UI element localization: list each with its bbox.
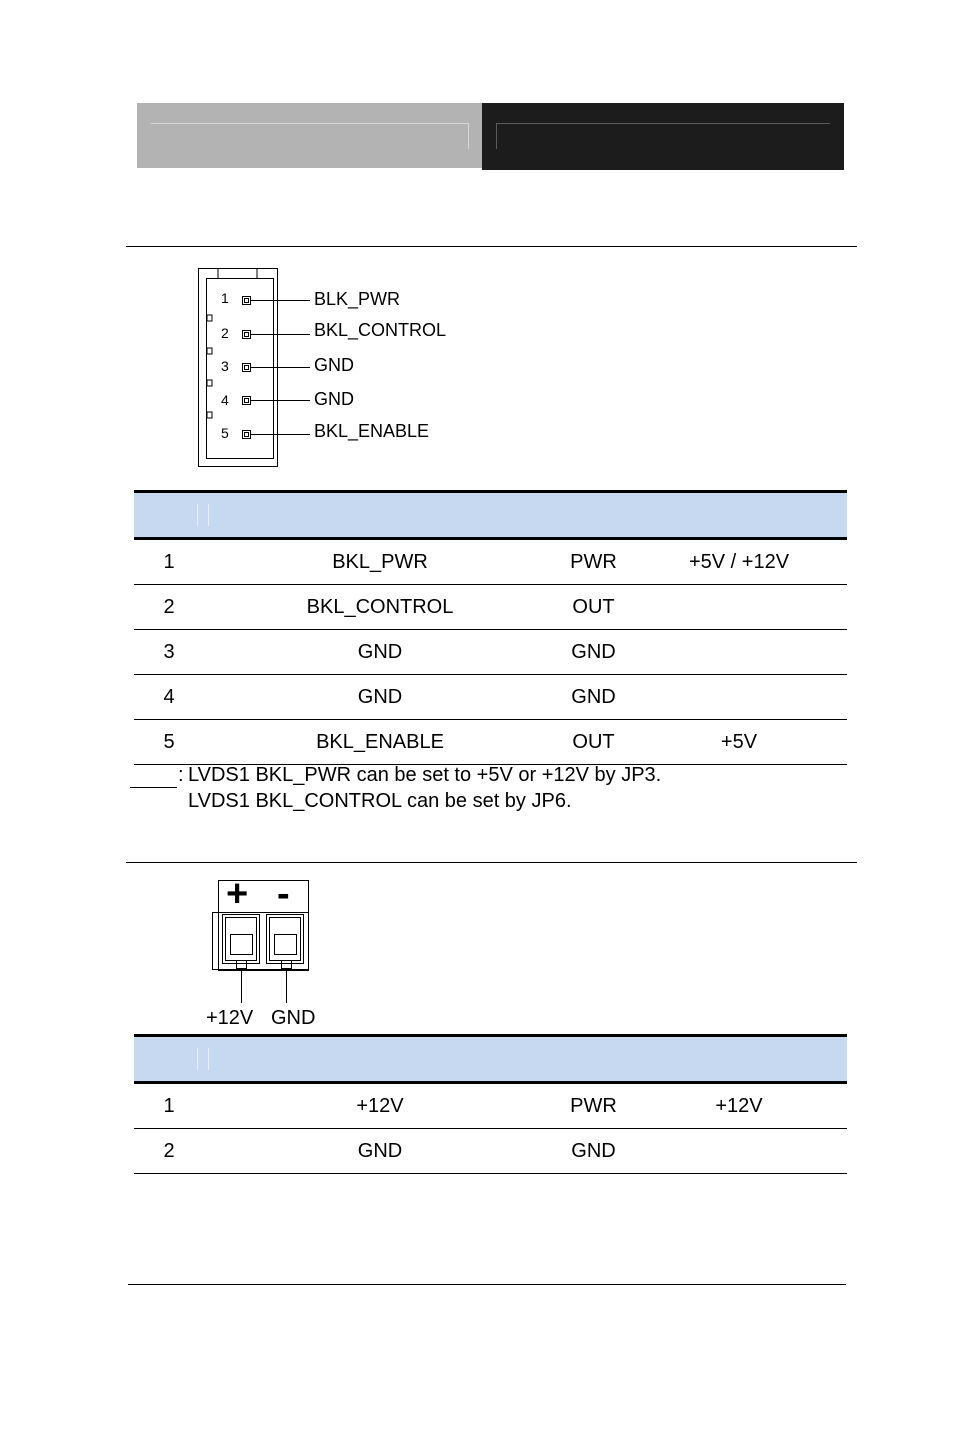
- table-row: [134, 539, 847, 585]
- signal-cell: BKL_PWR: [204, 539, 556, 585]
- connector1-pins: [243, 297, 311, 439]
- level-cell: +5V / +12V: [631, 539, 847, 585]
- section-divider: [126, 246, 857, 247]
- pin-cell: 2: [134, 1129, 204, 1174]
- table-row: [134, 720, 847, 765]
- pin-number: 5: [221, 425, 229, 441]
- pin-label: BLK_PWR: [314, 289, 401, 309]
- table-row: [134, 585, 847, 630]
- pin-label: BKL_CONTROL: [314, 320, 447, 340]
- pin-number: 3: [221, 358, 229, 374]
- note-colon: :: [178, 764, 184, 786]
- type-cell: OUT: [556, 585, 631, 630]
- pin-label: BKL_ENABLE: [314, 421, 430, 441]
- signal-cell: GND: [204, 675, 556, 720]
- signal-cell: BKL_CONTROL: [204, 585, 556, 630]
- header-banner-left: [137, 103, 482, 168]
- pin-cell: 1: [134, 539, 204, 585]
- pin-cell: 1: [134, 1083, 204, 1129]
- signal-cell: GND: [204, 630, 556, 675]
- level-cell: +12V: [631, 1083, 847, 1129]
- pin-number: 1: [221, 290, 229, 306]
- type-cell: PWR: [556, 1083, 631, 1129]
- table-row: [134, 1129, 847, 1174]
- signal-cell: GND: [204, 1129, 556, 1174]
- type-cell: GND: [556, 675, 631, 720]
- table-row: [134, 1083, 847, 1129]
- pin-number: 4: [221, 392, 229, 408]
- pin-label: GND: [314, 389, 354, 409]
- connector2-pin-table: [134, 1034, 847, 1174]
- level-cell: [631, 585, 847, 630]
- type-cell: PWR: [556, 539, 631, 585]
- section-divider: [126, 862, 857, 863]
- minus-symbol: -: [277, 873, 290, 915]
- signal-cell: +12V: [204, 1083, 556, 1129]
- pin-number: 2: [221, 325, 229, 341]
- signal-cell: BKL_ENABLE: [204, 720, 556, 765]
- type-cell: GND: [556, 1129, 631, 1174]
- type-cell: GND: [556, 630, 631, 675]
- pin-cell: 2: [134, 585, 204, 630]
- table-header-row: [134, 1036, 847, 1083]
- table-row: [134, 630, 847, 675]
- note-underline: [130, 787, 177, 788]
- level-cell: [631, 630, 847, 675]
- pin-cell: 5: [134, 720, 204, 765]
- plus-symbol: +: [226, 873, 249, 915]
- level-cell: +5V: [631, 720, 847, 765]
- note-line: LVDS1 BKL_PWR can be set to +5V or +12V by JP3.: [188, 764, 662, 786]
- footer-divider: [128, 1284, 846, 1285]
- terminal-label: +12V: [206, 1007, 254, 1029]
- level-cell: [631, 675, 847, 720]
- table-row: [134, 675, 847, 720]
- connector1-pin-table: [134, 490, 847, 765]
- type-cell: OUT: [556, 720, 631, 765]
- pin-label: GND: [314, 355, 354, 375]
- level-cell: [631, 1129, 847, 1174]
- terminal-label: GND: [271, 1007, 316, 1029]
- pin-cell: 4: [134, 675, 204, 720]
- note-line: LVDS1 BKL_CONTROL can be set by JP6.: [188, 790, 572, 812]
- header-banner-right: [482, 103, 844, 170]
- pin-cell: 3: [134, 630, 204, 675]
- table-header-row: [134, 492, 847, 539]
